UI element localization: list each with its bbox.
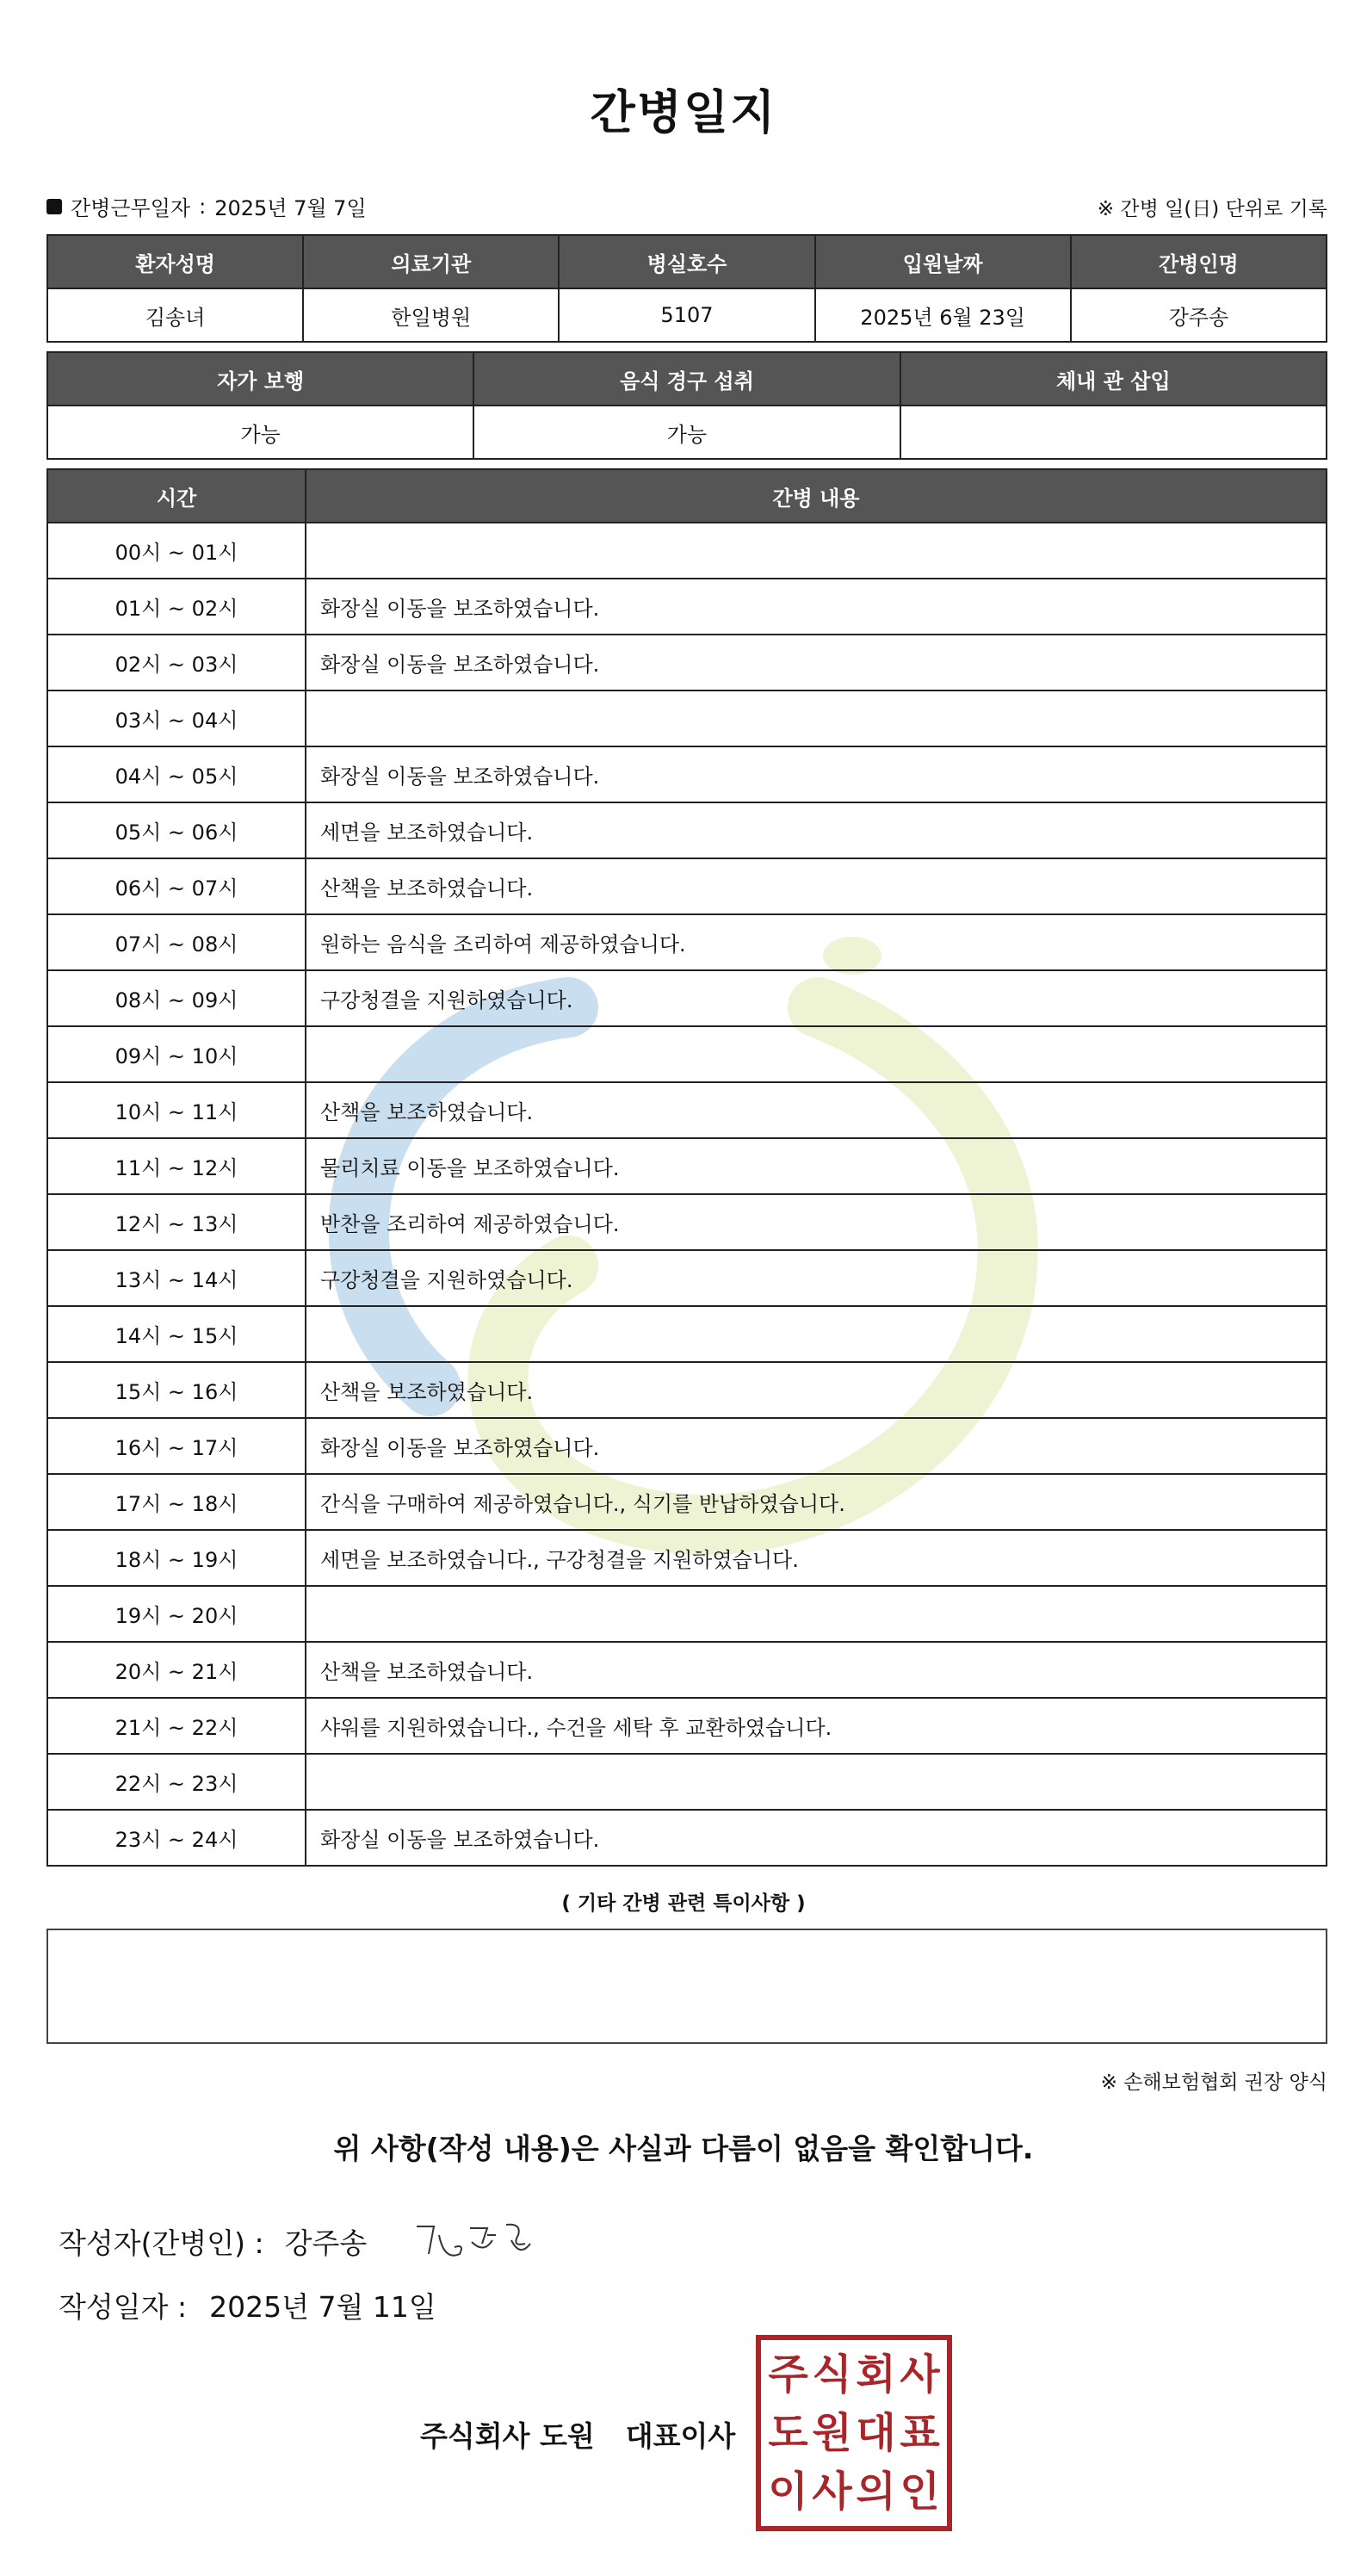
log-time: 09시 ~ 10시 xyxy=(47,1026,306,1082)
seal-char: 원 xyxy=(812,2409,852,2457)
log-content: 화장실 이동을 보조하였습니다. xyxy=(306,579,1327,635)
company-seal xyxy=(756,2335,952,2531)
table-row xyxy=(47,1530,1327,1586)
table-row xyxy=(47,635,1327,690)
header-admission-date: 입원날짜 xyxy=(815,235,1071,288)
log-content: 반찬을 조리하여 제공하였습니다. xyxy=(306,1194,1327,1250)
notes-title: ( 기타 간병 관련 특이사항 ) xyxy=(561,1892,806,1915)
table-row xyxy=(47,858,1327,914)
log-time: 00시 ~ 01시 xyxy=(47,523,306,579)
written-date-value: 2025년 7월 11일 xyxy=(209,2290,436,2324)
seal-char: 주 xyxy=(768,2350,808,2399)
log-content xyxy=(306,523,1327,579)
table-row xyxy=(47,1642,1327,1698)
log-time: 21시 ~ 22시 xyxy=(47,1698,306,1754)
log-content: 구강청결을 지원하였습니다. xyxy=(306,970,1327,1026)
log-content xyxy=(306,1026,1327,1082)
company-role: 대표이사 xyxy=(625,2419,736,2453)
seal-char: 회 xyxy=(856,2350,896,2399)
table-row xyxy=(47,690,1327,746)
table-row xyxy=(47,746,1327,802)
written-date-label: 작성일자 : xyxy=(59,2290,188,2324)
table-row xyxy=(47,1194,1327,1250)
table-row xyxy=(47,1362,1327,1418)
log-time: 23시 ~ 24시 xyxy=(47,1810,306,1866)
seal-char: 의 xyxy=(856,2468,896,2516)
writer-label: 작성자(간병인) : xyxy=(59,2226,264,2260)
log-time: 22시 ~ 23시 xyxy=(47,1754,306,1810)
header-self-walking: 자가 보행 xyxy=(47,352,473,406)
log-content: 구강청결을 지원하였습니다. xyxy=(306,1250,1327,1306)
log-time: 20시 ~ 21시 xyxy=(47,1642,306,1698)
log-content: 원하는 음식을 조리하여 제공하였습니다. xyxy=(306,914,1327,970)
header-care-content: 간병 내용 xyxy=(306,469,1327,523)
room-number: 5107 xyxy=(559,288,814,342)
log-time: 03시 ~ 04시 xyxy=(47,690,306,746)
care-log-table xyxy=(46,468,1327,1867)
admission-date: 2025년 6월 23일 xyxy=(815,288,1071,342)
tube-insertion xyxy=(900,406,1327,459)
header-caregiver: 간병인명 xyxy=(1071,235,1327,288)
log-content: 샤워를 지원하였습니다., 수건을 세탁 후 교환하였습니다. xyxy=(306,1698,1327,1754)
work-date-sep: : xyxy=(199,194,207,219)
patient-name: 김송녀 xyxy=(47,288,303,342)
unit-note: ※ 간병 일(日) 단위로 기록 xyxy=(1097,198,1327,220)
table-row xyxy=(47,802,1327,858)
table-row xyxy=(47,1810,1327,1866)
log-content: 세면을 보조하였습니다., 구강청결을 지원하였습니다. xyxy=(306,1530,1327,1586)
log-time: 11시 ~ 12시 xyxy=(47,1138,306,1194)
table-row xyxy=(47,523,1327,579)
seal-char: 사 xyxy=(812,2468,852,2516)
log-time: 06시 ~ 07시 xyxy=(47,858,306,914)
seal-char: 도 xyxy=(768,2409,808,2457)
seal-char: 표 xyxy=(900,2409,940,2457)
work-date-label: 간병근무일자 xyxy=(71,196,191,220)
oral-intake: 가능 xyxy=(473,406,900,459)
table-row xyxy=(47,1082,1327,1138)
seal-char: 이 xyxy=(768,2468,808,2516)
header-oral-intake: 음식 경구 섭취 xyxy=(473,352,900,406)
work-date-value: 2025년 7월 7일 xyxy=(214,196,367,220)
page-title: 간병일지 xyxy=(590,85,777,139)
seal-char: 대 xyxy=(856,2409,896,2457)
log-time: 12시 ~ 13시 xyxy=(47,1194,306,1250)
form-note: ※ 손해보험협회 권장 양식 xyxy=(1100,2071,1327,2094)
log-time: 19시 ~ 20시 xyxy=(47,1586,306,1642)
patient-table xyxy=(46,234,1327,343)
work-date-line xyxy=(46,191,367,221)
log-content xyxy=(306,1586,1327,1642)
header-tube-insertion: 체내 관 삽입 xyxy=(900,352,1327,406)
company-line xyxy=(420,2414,735,2455)
caregiver-name: 강주송 xyxy=(1071,288,1327,342)
handwritten-signature xyxy=(410,2209,547,2269)
log-content: 화장실 이동을 보조하였습니다. xyxy=(306,1810,1327,1866)
log-content: 산책을 보조하였습니다. xyxy=(306,858,1327,914)
log-time: 18시 ~ 19시 xyxy=(47,1530,306,1586)
status-table xyxy=(46,351,1327,460)
log-content xyxy=(306,690,1327,746)
log-time: 05시 ~ 06시 xyxy=(47,802,306,858)
writer-name: 강주송 xyxy=(284,2226,368,2260)
table-row xyxy=(47,1754,1327,1810)
table-row xyxy=(47,1586,1327,1642)
header-hospital: 의료기관 xyxy=(303,235,559,288)
log-content: 간식을 구매하여 제공하였습니다., 식기를 반납하였습니다. xyxy=(306,1474,1327,1530)
log-content: 물리치료 이동을 보조하였습니다. xyxy=(306,1138,1327,1194)
seal-char: 식 xyxy=(812,2350,852,2399)
log-content: 화장실 이동을 보조하였습니다. xyxy=(306,635,1327,690)
log-content: 화장실 이동을 보조하였습니다. xyxy=(306,746,1327,802)
log-content: 산책을 보조하였습니다. xyxy=(306,1082,1327,1138)
table-row xyxy=(47,1138,1327,1194)
log-time: 02시 ~ 03시 xyxy=(47,635,306,690)
log-time: 16시 ~ 17시 xyxy=(47,1418,306,1474)
log-content: 세면을 보조하였습니다. xyxy=(306,802,1327,858)
table-row xyxy=(47,1418,1327,1474)
log-time: 08시 ~ 09시 xyxy=(47,970,306,1026)
company-name: 주식회사 도원 xyxy=(420,2419,595,2453)
log-time: 01시 ~ 02시 xyxy=(47,579,306,635)
notes-box xyxy=(46,1929,1327,2044)
table-row xyxy=(47,1250,1327,1306)
table-row xyxy=(47,914,1327,970)
log-time: 17시 ~ 18시 xyxy=(47,1474,306,1530)
table-row xyxy=(47,579,1327,635)
log-time: 13시 ~ 14시 xyxy=(47,1250,306,1306)
log-content: 산책을 보조하였습니다. xyxy=(306,1362,1327,1418)
writer-line xyxy=(59,2221,367,2262)
log-content: 화장실 이동을 보조하였습니다. xyxy=(306,1418,1327,1474)
table-row xyxy=(47,1026,1327,1082)
log-time: 04시 ~ 05시 xyxy=(47,746,306,802)
header-room: 병실호수 xyxy=(559,235,814,288)
log-time: 07시 ~ 08시 xyxy=(47,914,306,970)
written-date-line xyxy=(59,2285,436,2325)
seal-char: 사 xyxy=(900,2350,940,2399)
seal-char: 인 xyxy=(900,2468,940,2516)
header-patient-name: 환자성명 xyxy=(47,235,303,288)
confirmation-statement: 위 사항(작성 내용)은 사실과 다름이 없음을 확인합니다. xyxy=(333,2132,1034,2165)
log-time: 14시 ~ 15시 xyxy=(47,1306,306,1362)
table-row xyxy=(47,1306,1327,1362)
table-row xyxy=(47,970,1327,1026)
table-row xyxy=(47,1698,1327,1754)
header-time: 시간 xyxy=(47,469,306,523)
log-content xyxy=(306,1754,1327,1810)
log-content: 산책을 보조하였습니다. xyxy=(306,1642,1327,1698)
log-content xyxy=(306,1306,1327,1362)
log-time: 15시 ~ 16시 xyxy=(47,1362,306,1418)
self-walking: 가능 xyxy=(47,406,473,459)
log-time: 10시 ~ 11시 xyxy=(47,1082,306,1138)
hospital: 한일병원 xyxy=(303,288,559,342)
square-bullet-icon xyxy=(46,199,62,214)
table-row xyxy=(47,1474,1327,1530)
